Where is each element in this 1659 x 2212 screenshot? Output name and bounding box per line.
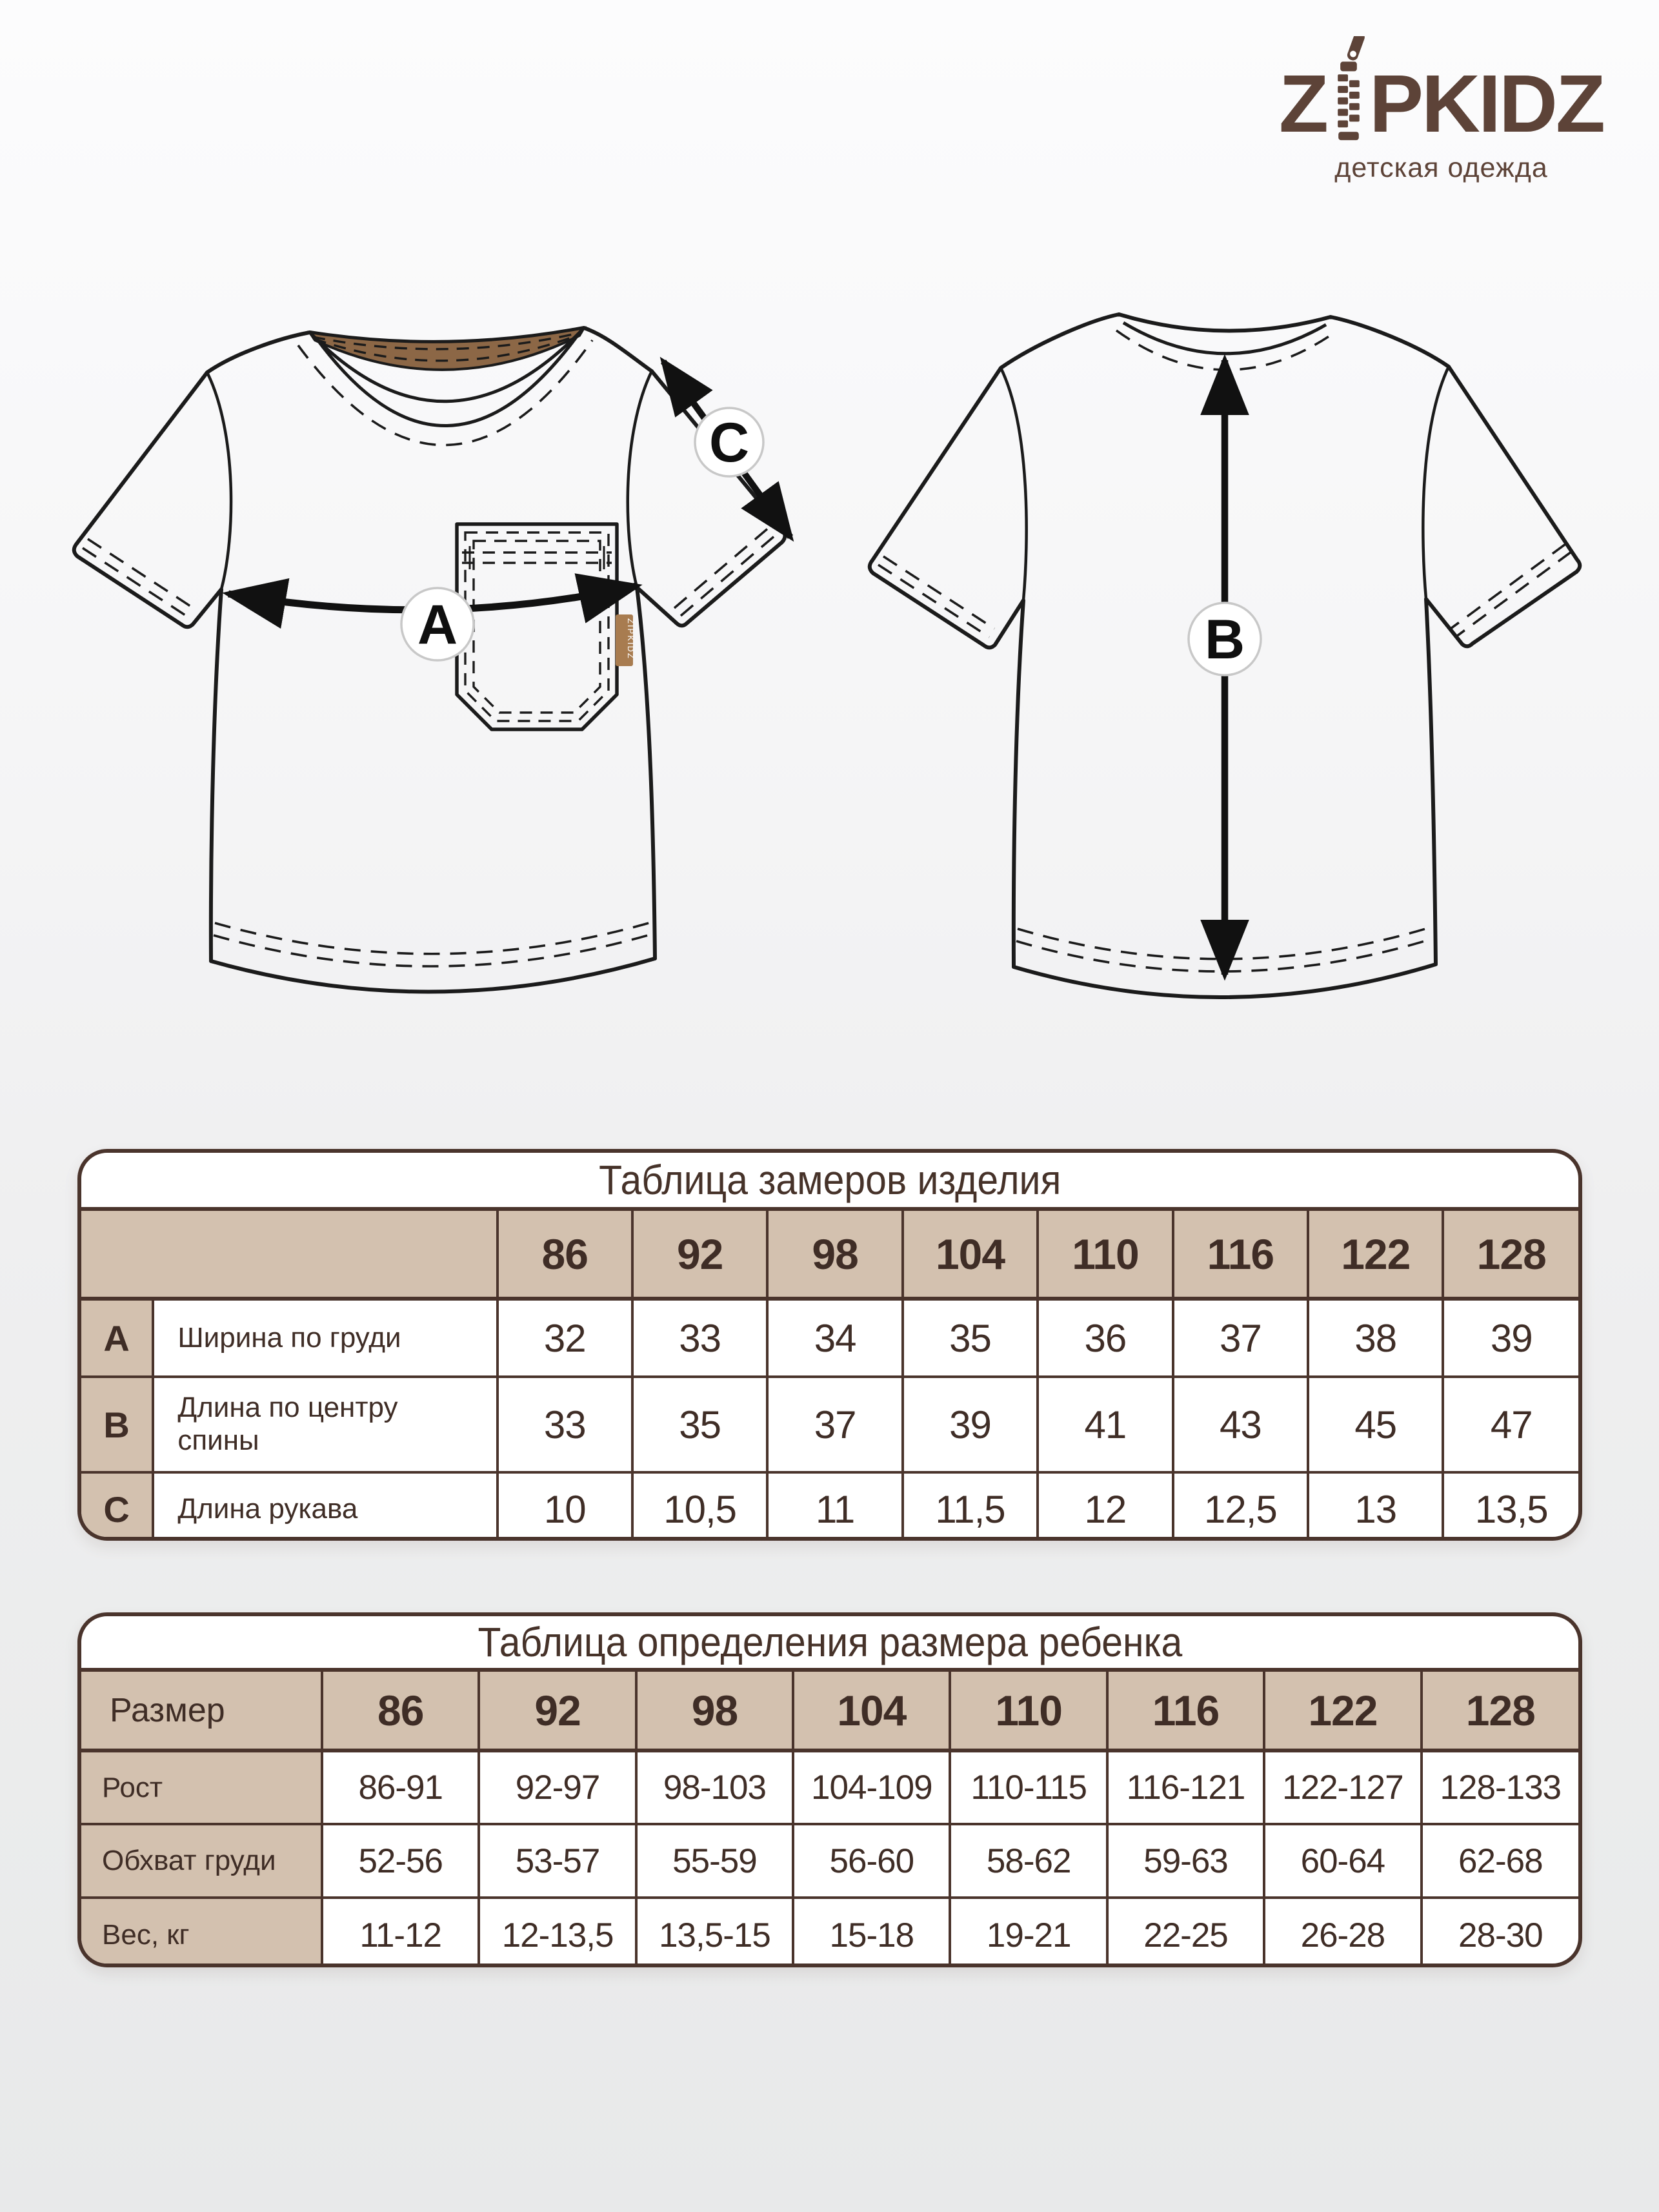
- fit-value-cell: 122-127: [1264, 1750, 1421, 1824]
- fit-value-cell: 98-103: [636, 1750, 793, 1824]
- fit-row-chest: [81, 1824, 1578, 1898]
- tshirt-back-diagram: [852, 303, 1620, 1007]
- fit-label-cell: Вес, кг: [81, 1898, 322, 1967]
- size-header-cell: 122: [1264, 1672, 1421, 1750]
- fit-value-cell: 56-60: [793, 1824, 950, 1898]
- left-sleeve-stitch: [878, 565, 989, 637]
- measure-value-cell: 11,5: [903, 1472, 1038, 1541]
- measure-value-cell: 37: [767, 1377, 902, 1472]
- child-size-table: [81, 1672, 1578, 1967]
- pocket-tag-text: ZIPKIDZ: [626, 618, 636, 660]
- measure-value-cell: 11: [767, 1472, 902, 1541]
- size-header-row: [81, 1211, 1578, 1299]
- size-header-cell: 104: [793, 1672, 950, 1750]
- back-collar-seam: [1123, 323, 1326, 354]
- marker-a-letter: A: [417, 594, 458, 656]
- measure-row-c: [81, 1472, 1578, 1541]
- fit-value-cell: 11-12: [322, 1898, 479, 1967]
- size-header-cell: 116: [1107, 1672, 1264, 1750]
- measure-letter-cell: A: [81, 1299, 153, 1377]
- marker-c-letter: C: [709, 412, 750, 474]
- measure-value-cell: 32: [498, 1299, 632, 1377]
- fit-value-cell: 28-30: [1422, 1898, 1578, 1967]
- measure-value-cell: 38: [1308, 1299, 1443, 1377]
- size-header-cell: 86: [322, 1672, 479, 1750]
- fit-value-cell: 104-109: [793, 1750, 950, 1824]
- zipper-icon: [1331, 36, 1365, 146]
- measure-value-cell: 10: [498, 1472, 632, 1541]
- measure-value-cell: 36: [1038, 1299, 1172, 1377]
- measure-value-cell: 39: [1443, 1299, 1578, 1377]
- fit-value-cell: 60-64: [1264, 1824, 1421, 1898]
- measure-label-cell: Ширина по груди: [153, 1299, 497, 1377]
- measure-letter-cell: C: [81, 1472, 153, 1541]
- measure-value-cell: 34: [767, 1299, 902, 1377]
- size-header-cell: 116: [1173, 1211, 1308, 1299]
- fit-value-cell: 53-57: [479, 1824, 636, 1898]
- fit-row-height: [81, 1750, 1578, 1824]
- measure-value-cell: 12,5: [1173, 1472, 1308, 1541]
- measure-value-cell: 41: [1038, 1377, 1172, 1472]
- measurements-table: [81, 1211, 1578, 1541]
- right-armhole-seam: [628, 371, 652, 587]
- fit-value-cell: 62-68: [1422, 1824, 1578, 1898]
- hem-stitch: [215, 922, 651, 954]
- child-size-panel: [77, 1612, 1582, 1967]
- fit-label-cell: Обхват груди: [81, 1824, 322, 1898]
- size-header-cell: 128: [1443, 1211, 1578, 1299]
- measure-value-cell: 45: [1308, 1377, 1443, 1472]
- size-header-cell: 98: [767, 1211, 902, 1299]
- size-header-cell: 98: [636, 1672, 793, 1750]
- size-header-cell: 92: [632, 1211, 767, 1299]
- logo-text-z: Z: [1279, 58, 1327, 149]
- size-header-cell: 110: [950, 1672, 1107, 1750]
- size-header-cell: 110: [1038, 1211, 1172, 1299]
- size-header-cell: 92: [479, 1672, 636, 1750]
- measure-row-b: [81, 1377, 1578, 1472]
- pocket-bartack: [470, 546, 604, 569]
- fit-value-cell: 15-18: [793, 1898, 950, 1967]
- pocket-stitch: [465, 533, 608, 721]
- measure-value-cell: 13,5: [1443, 1472, 1578, 1541]
- measure-value-cell: 43: [1173, 1377, 1308, 1472]
- right-sleeve-stitch: [1456, 552, 1571, 636]
- fit-value-cell: 128-133: [1422, 1750, 1578, 1824]
- measure-letter-cell: B: [81, 1377, 153, 1472]
- measure-value-cell: 39: [903, 1377, 1038, 1472]
- measure-value-cell: 35: [903, 1299, 1038, 1377]
- fit-value-cell: 19-21: [950, 1898, 1107, 1967]
- fit-value-cell: 52-56: [322, 1824, 479, 1898]
- measure-row-a: [81, 1299, 1578, 1377]
- left-armhole-seam: [1001, 368, 1027, 600]
- measure-label-cell: Длина по центру спины: [153, 1377, 497, 1472]
- fit-label-cell: Рост: [81, 1750, 322, 1824]
- fit-value-cell: 92-97: [479, 1750, 636, 1824]
- right-sleeve-stitch: [1451, 544, 1565, 629]
- child-size-table-title: Таблица определения размера ребенка: [81, 1616, 1578, 1672]
- measure-value-cell: 35: [632, 1377, 767, 1472]
- right-sleeve-stitch: [681, 535, 776, 616]
- fit-value-cell: 110-115: [950, 1750, 1107, 1824]
- marker-b-letter: B: [1204, 609, 1245, 671]
- size-label-cell: Размер: [81, 1672, 322, 1750]
- empty-corner-cell: [81, 1211, 498, 1299]
- measure-value-cell: 10,5: [632, 1472, 767, 1541]
- fit-value-cell: 86-91: [322, 1750, 479, 1824]
- measure-value-cell: 37: [1173, 1299, 1308, 1377]
- fit-value-cell: 58-62: [950, 1824, 1107, 1898]
- size-header-cell: 104: [903, 1211, 1038, 1299]
- logo-text-pkidz: PKIDZ: [1369, 58, 1604, 149]
- fit-row-weight: [81, 1898, 1578, 1967]
- measurements-table-title: Таблица замеров изделия: [81, 1153, 1578, 1211]
- fit-value-cell: 12-13,5: [479, 1898, 636, 1967]
- measure-value-cell: 47: [1443, 1377, 1578, 1472]
- left-sleeve-stitch: [83, 548, 187, 616]
- measure-value-cell: 33: [498, 1377, 632, 1472]
- fit-value-cell: 55-59: [636, 1824, 793, 1898]
- brand-logo-wordmark: [1279, 36, 1604, 149]
- chest-pocket: [457, 524, 617, 729]
- size-header-row: [81, 1672, 1578, 1750]
- size-header-cell: 122: [1308, 1211, 1443, 1299]
- brand-tagline: детская одежда: [1334, 152, 1548, 183]
- left-armhole-seam: [207, 372, 231, 589]
- measure-value-cell: 12: [1038, 1472, 1172, 1541]
- size-header-cell: 86: [498, 1211, 632, 1299]
- measure-label-cell: Длина рукава: [153, 1472, 497, 1541]
- fit-value-cell: 59-63: [1107, 1824, 1264, 1898]
- fit-value-cell: 26-28: [1264, 1898, 1421, 1967]
- pocket-stitch: [474, 541, 600, 713]
- fit-value-cell: 22-25: [1107, 1898, 1264, 1967]
- fit-value-cell: 13,5-15: [636, 1898, 793, 1967]
- fit-value-cell: 116-121: [1107, 1750, 1264, 1824]
- size-header-cell: 128: [1422, 1672, 1578, 1750]
- measure-value-cell: 13: [1308, 1472, 1443, 1541]
- right-armhole-seam: [1423, 367, 1449, 599]
- tshirt-front-diagram: [39, 310, 807, 1013]
- brand-logo: [1279, 36, 1604, 184]
- product-measurements-panel: [77, 1149, 1582, 1541]
- measure-value-cell: 33: [632, 1299, 767, 1377]
